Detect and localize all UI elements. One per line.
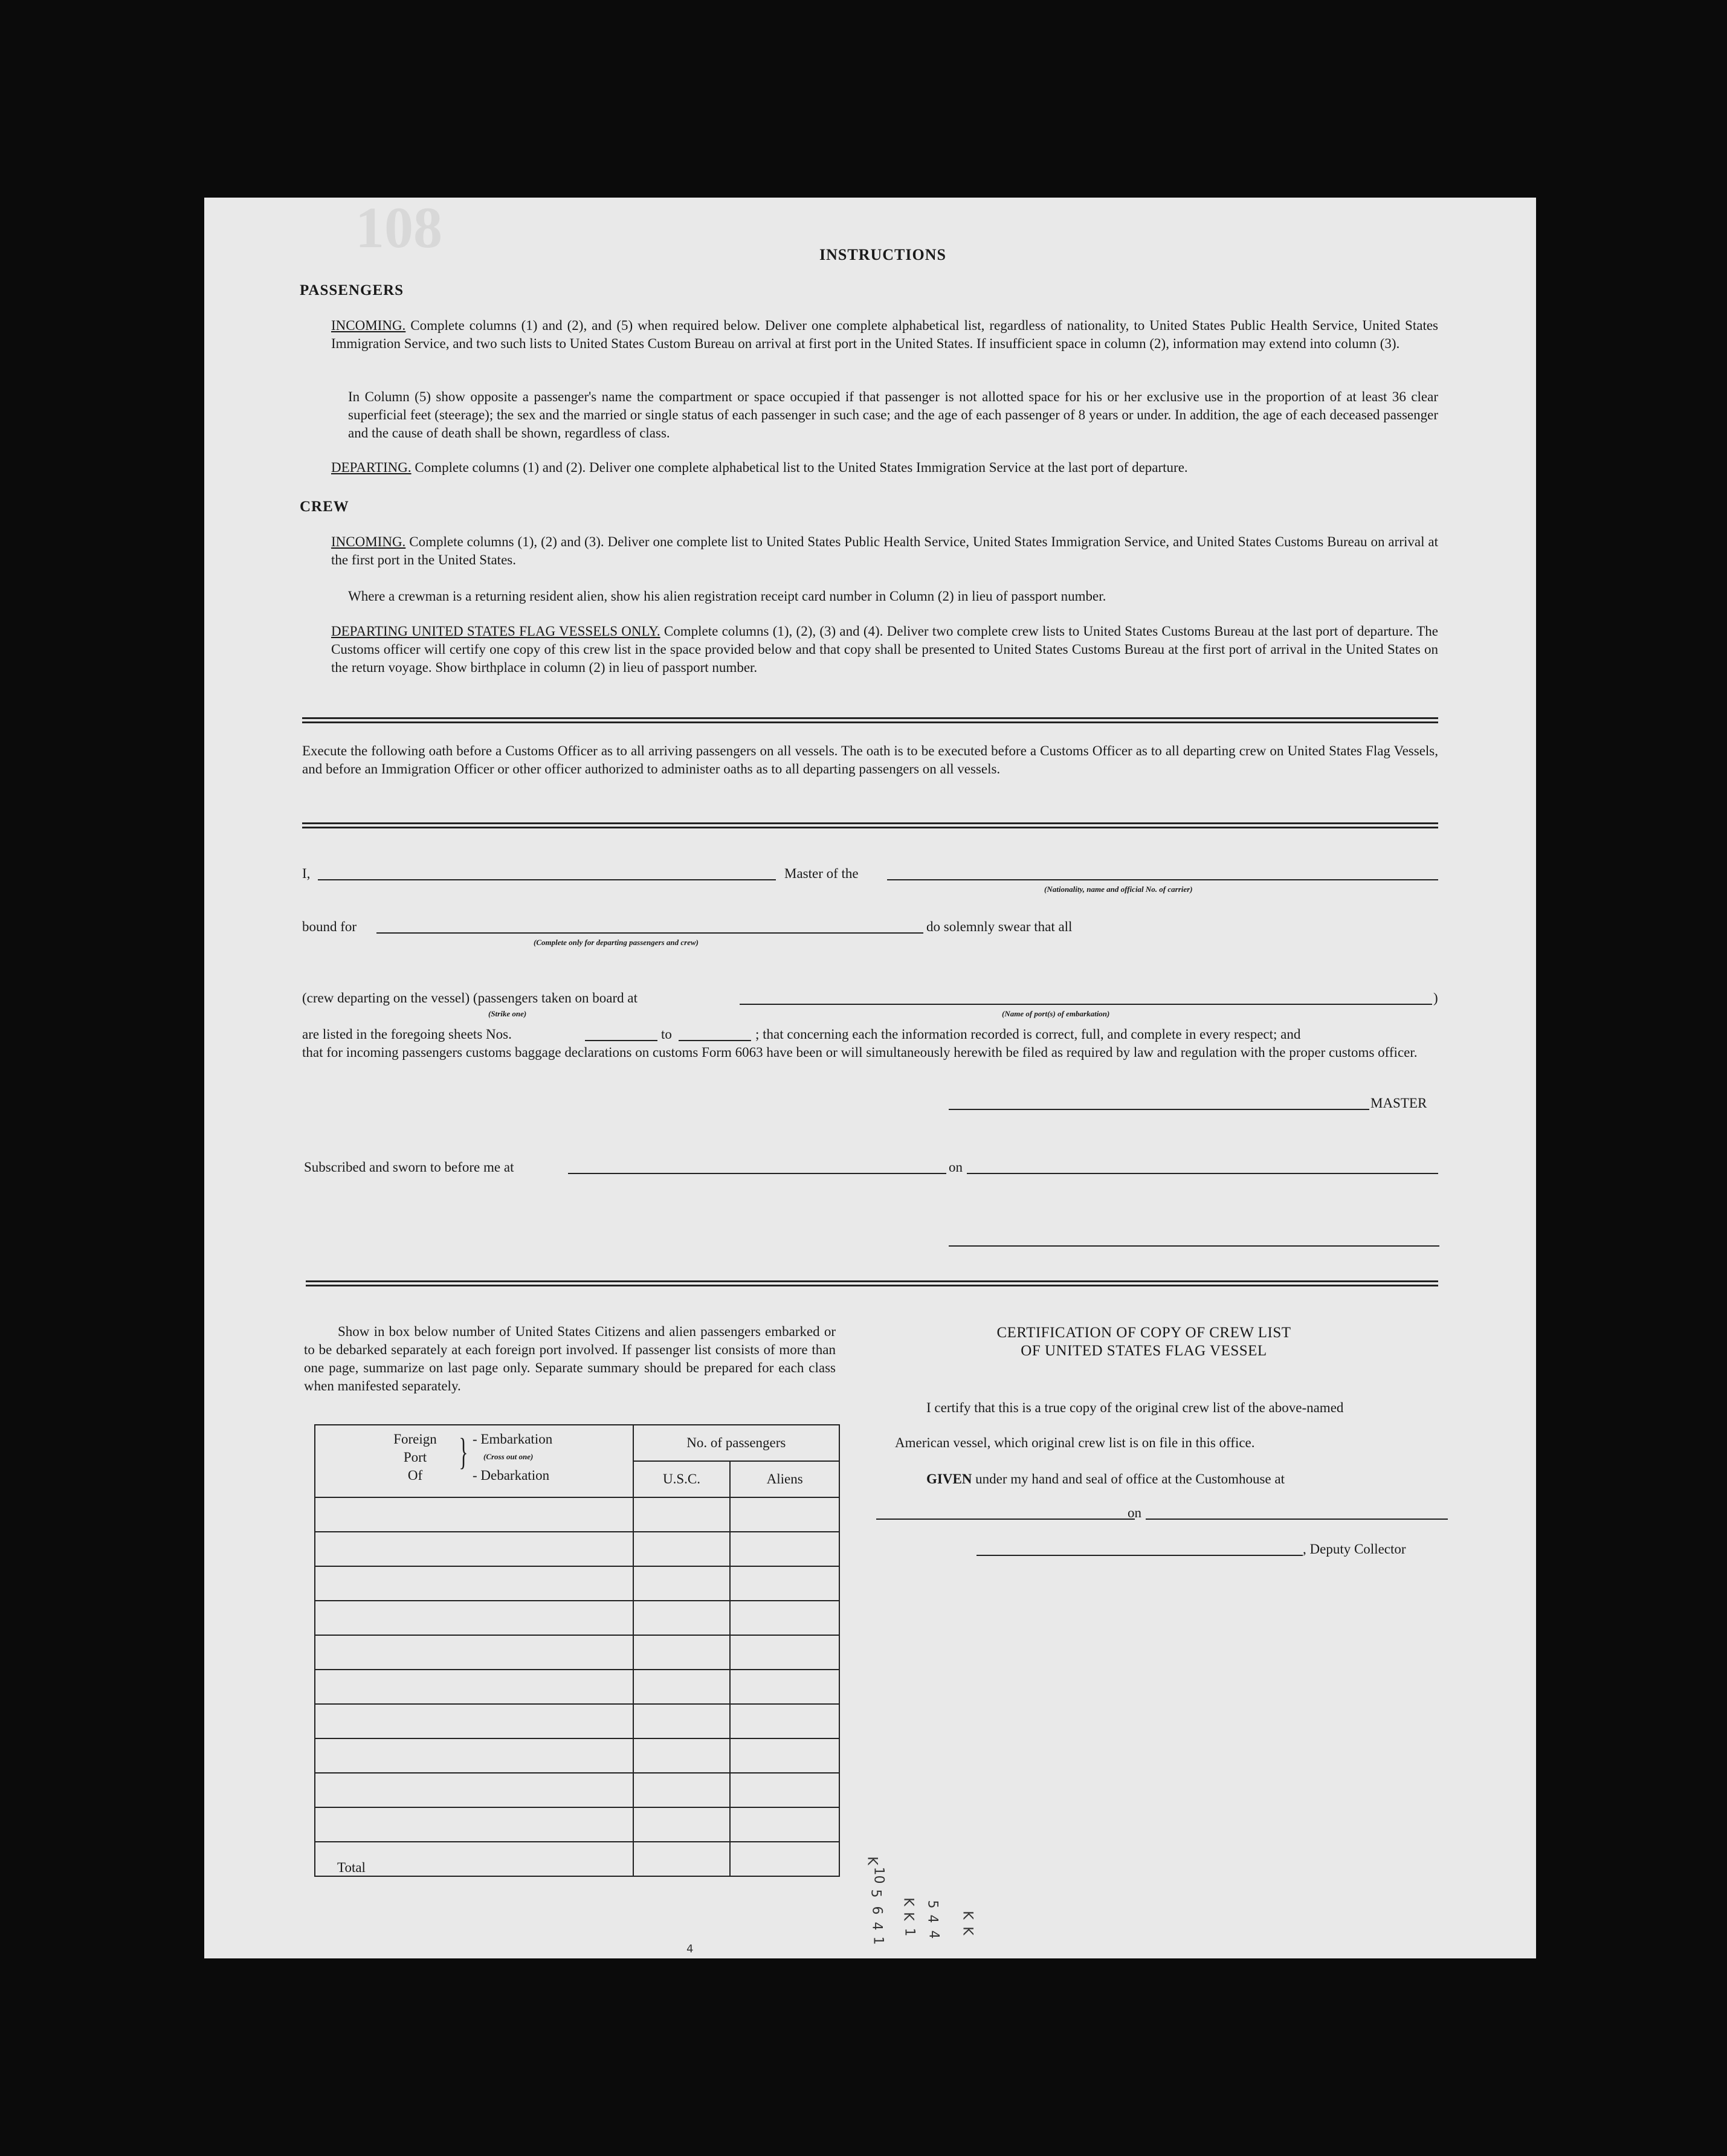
sheet-to-line[interactable] [679, 1040, 751, 1041]
port-cell[interactable] [315, 1635, 633, 1670]
total-row [315, 1842, 839, 1876]
aliens-cell[interactable] [730, 1532, 839, 1566]
table-row [315, 1566, 839, 1601]
oath-intro: Execute the following oath before a Customs Officer as to all arriving passengers on all vessels. The oath is to be executed before a Customs Officer as to all departing crew on United States Flag Vessels, and before an Immigration Officer or other officer authorized to administer oaths as to all departing passengers on all vessels. [302, 743, 1438, 776]
ports-note: (Name of port(s) of embarkation) [1002, 1009, 1110, 1018]
departing-label: DEPARTING. [331, 460, 412, 475]
cross-out-note: (Cross out one) [483, 1452, 534, 1461]
passengers-incoming-text: Complete columns (1) and (2), and (5) when required below. Deliver one complete alphabetical list, regardless of nationality, to United States Public Health Service, United States Immigration Service, and two such lists to United States Custom Bureau on arrival at first port in the United States. If insufficient space in column (2), information may extend into column (3). [331, 318, 1438, 351]
usc-cell[interactable] [633, 1635, 731, 1670]
deputy-label: , Deputy Collector [1303, 1541, 1406, 1557]
bleed-through-stamp: 108 [355, 195, 442, 260]
passengers-incoming-paragraph [331, 317, 1438, 353]
column5-paragraph: In Column (5) show opposite a passenger's name the compartment or space occupied if that passenger is not allotted space for his or her exclusive use in the proportion of at least 36 clear superficial feet (steerage); the sex and the married or single status of each passenger in such case; and the age of each passenger of 8 years or under. In addition, the age of each deceased passenger and the cause of death shall be shown, regardless of class. [348, 389, 1438, 441]
departing-us-text: Complete columns (1), (2), (3) and (4). Deliver two complete crew lists to United States Customs Bureau at the last port of departure. The Customs officer will certify one copy of this crew list in the space provided below and that copy shall be presented to United States Customs Bureau at the first port of arrival in the United States on the return voyage. Show birthplace in column (2) in lieu of passport number. [331, 624, 1438, 675]
table-row [315, 1670, 839, 1704]
usc-cell[interactable] [633, 1497, 731, 1532]
vessel-text: American vessel, which original crew list is on file in this office. [895, 1435, 1255, 1450]
certification-title-line1: CERTIFICATION OF COPY OF CREW LIST [996, 1325, 1291, 1341]
crew-incoming-label: INCOMING. [331, 534, 406, 549]
aliens-cell[interactable] [730, 1635, 839, 1670]
incoming-label: INCOMING. [331, 318, 406, 333]
handwritten-mark: 6 [869, 1906, 885, 1915]
brace-icon: } [459, 1431, 468, 1473]
foreign-port-header [315, 1425, 633, 1497]
port-cell[interactable] [315, 1738, 633, 1773]
usc-header: U.S.C. [633, 1461, 731, 1497]
section-divider [306, 1280, 1438, 1286]
certification-title [917, 1324, 1370, 1360]
to-label: to [661, 1027, 672, 1042]
given-text: under my hand and seal of office at the Customhouse at [975, 1471, 1285, 1486]
given-label: GIVEN [926, 1471, 972, 1486]
carrier-line[interactable] [887, 879, 1438, 880]
sheet-from-line[interactable] [585, 1040, 657, 1041]
handwritten-mark: K [960, 1926, 975, 1935]
oath-on-label: on [949, 1160, 963, 1175]
foreign-port-label: Foreign Port Of [393, 1431, 437, 1483]
close-paren: ) [1433, 990, 1438, 1005]
debarkation-label[interactable]: - Debarkation [473, 1468, 550, 1483]
table-row [315, 1532, 839, 1566]
crew-incoming-text: Complete columns (1), (2) and (3). Deliver one complete list to United States Public Health Service, United States Immigration Service, and United States Customs Bureau on arrival at the first port in the United States. [331, 534, 1439, 567]
handwritten-mark: K [960, 1911, 975, 1920]
port-cell[interactable] [315, 1670, 633, 1704]
aliens-cell[interactable] [730, 1807, 839, 1842]
bound-for-line[interactable] [376, 932, 923, 934]
table-row [315, 1601, 839, 1635]
aliens-cell[interactable] [730, 1566, 839, 1601]
aliens-cell[interactable] [730, 1773, 839, 1807]
cert-date-line[interactable] [1146, 1519, 1448, 1520]
handwritten-mark: 1 [902, 1928, 917, 1937]
cert-place-line[interactable] [876, 1519, 1135, 1520]
passengers-departing-text: Complete columns (1) and (2). Deliver one complete alphabetical list to the United States Immigration Service at the last port of departure. [415, 460, 1188, 475]
handwritten-mark: K [900, 1897, 916, 1906]
handwritten-mark: 1 [870, 1936, 886, 1945]
aliens-cell[interactable] [730, 1601, 839, 1635]
crew-heading: CREW [300, 499, 349, 515]
embarkation-label[interactable]: - Embarkation [473, 1431, 553, 1447]
aliens-cell[interactable] [730, 1704, 839, 1738]
listed-rest-first: ; that concerning each the information recorded is correct, full, and complete in every respect; and [755, 1027, 1301, 1042]
crew-incoming-paragraph [331, 533, 1438, 569]
handwritten-mark: K [900, 1912, 916, 1921]
strike-note: (Strike one) [488, 1009, 527, 1018]
certification-title-line2: OF UNITED STATES FLAG VESSEL [1021, 1343, 1267, 1359]
instructions-title: INSTRUCTIONS [819, 246, 946, 263]
aliens-cell[interactable] [730, 1497, 839, 1532]
subscribed-label: Subscribed and sworn to before me at [304, 1160, 514, 1175]
table-row [315, 1704, 839, 1738]
passengers-departing-paragraph [331, 459, 1438, 477]
handwritten-mark: 10 [871, 1867, 886, 1884]
form-page [204, 195, 1536, 1958]
usc-cell[interactable] [633, 1807, 731, 1842]
handwritten-mark: 4 [925, 1914, 940, 1923]
usc-cell[interactable] [633, 1566, 731, 1601]
listed-prefix: are listed in the foregoing sheets Nos. [302, 1027, 512, 1042]
total-label: Total [315, 1842, 633, 1876]
port-cell[interactable] [315, 1601, 633, 1635]
handwritten-mark: 4 [686, 1943, 694, 1955]
swear-label: do solemnly swear that all [926, 919, 1073, 934]
handwritten-mark: K [864, 1856, 880, 1865]
section-divider [302, 717, 1438, 723]
handwritten-mark: 5 [925, 1900, 940, 1909]
port-cell[interactable] [315, 1807, 633, 1842]
port-cell[interactable] [315, 1532, 633, 1566]
complete-only-note: (Complete only for departing passengers and crew) [534, 938, 699, 947]
summary-instructions: Show in box below number of United States Citizens and alien passengers embarked or to be debarked separately at each foreign port involved. If passenger list consists of more than one page, summarize on last page only. Separate summary should be prepared for each class when manifested separately. [304, 1324, 836, 1393]
total-usc-cell[interactable] [633, 1842, 731, 1876]
subscribed-at-line[interactable] [568, 1173, 946, 1174]
usc-cell[interactable] [633, 1773, 731, 1807]
usc-cell[interactable] [633, 1601, 731, 1635]
port-cell[interactable] [315, 1773, 633, 1807]
port-cell[interactable] [315, 1497, 633, 1532]
passengers-heading: PASSENGERS [300, 282, 404, 299]
oath-i-label: I, [302, 866, 311, 881]
passengers-count-header: No. of passengers [633, 1425, 839, 1461]
listed-rest-cont: that for incoming passengers customs baggage declarations on customs Form 6063 have been or will simultaneously herewith be filed as required by law and regulation with the proper customs officer. [302, 1045, 1418, 1060]
handwritten-mark: 4 [869, 1922, 885, 1931]
departing-us-label: DEPARTING UNITED STATES FLAG VESSELS ONLY. [331, 624, 660, 639]
subscribed-on-line[interactable] [967, 1173, 1438, 1174]
master-name-line[interactable] [318, 879, 776, 880]
passenger-summary-table [314, 1424, 840, 1877]
carrier-note: (Nationality, name and official No. of carrier) [1044, 885, 1193, 894]
bound-for-label: bound for [302, 919, 357, 934]
table-row [315, 1807, 839, 1842]
deputy-signature-line[interactable] [976, 1555, 1303, 1556]
table-row [315, 1738, 839, 1773]
section-divider [302, 822, 1438, 828]
table-row [315, 1497, 839, 1532]
usc-cell[interactable] [633, 1704, 731, 1738]
master-label: MASTER [1370, 1096, 1427, 1111]
aliens-cell[interactable] [730, 1738, 839, 1773]
embarkation-ports-line[interactable] [740, 1004, 1432, 1005]
master-signature-line[interactable] [949, 1109, 1369, 1110]
cert-on-label: on [1128, 1505, 1141, 1520]
port-cell[interactable] [315, 1566, 633, 1601]
given-paragraph [926, 1470, 1285, 1488]
aliens-cell[interactable] [730, 1670, 839, 1704]
usc-cell[interactable] [633, 1670, 731, 1704]
usc-cell[interactable] [633, 1532, 731, 1566]
officer-signature-line[interactable] [949, 1245, 1439, 1247]
handwritten-mark: 4 [926, 1930, 941, 1939]
usc-cell[interactable] [633, 1738, 731, 1773]
aliens-header: Aliens [730, 1461, 839, 1497]
certify-text: I certify that this is a true copy of the original crew list of the above-named [926, 1400, 1344, 1415]
crew-resident-paragraph: Where a crewman is a returning resident alien, show his alien registration receipt card number in Column (2) in lieu of passport number. [348, 589, 1106, 604]
departing-us-paragraph [331, 622, 1438, 677]
table-row [315, 1635, 839, 1670]
total-aliens-cell[interactable] [730, 1842, 839, 1876]
master-of-label: Master of the [784, 866, 859, 881]
handwritten-mark: 5 [868, 1889, 883, 1898]
crew-passengers-label: (crew departing on the vessel) (passengers taken on board at [302, 990, 638, 1005]
table-row [315, 1773, 839, 1807]
port-cell[interactable] [315, 1704, 633, 1738]
